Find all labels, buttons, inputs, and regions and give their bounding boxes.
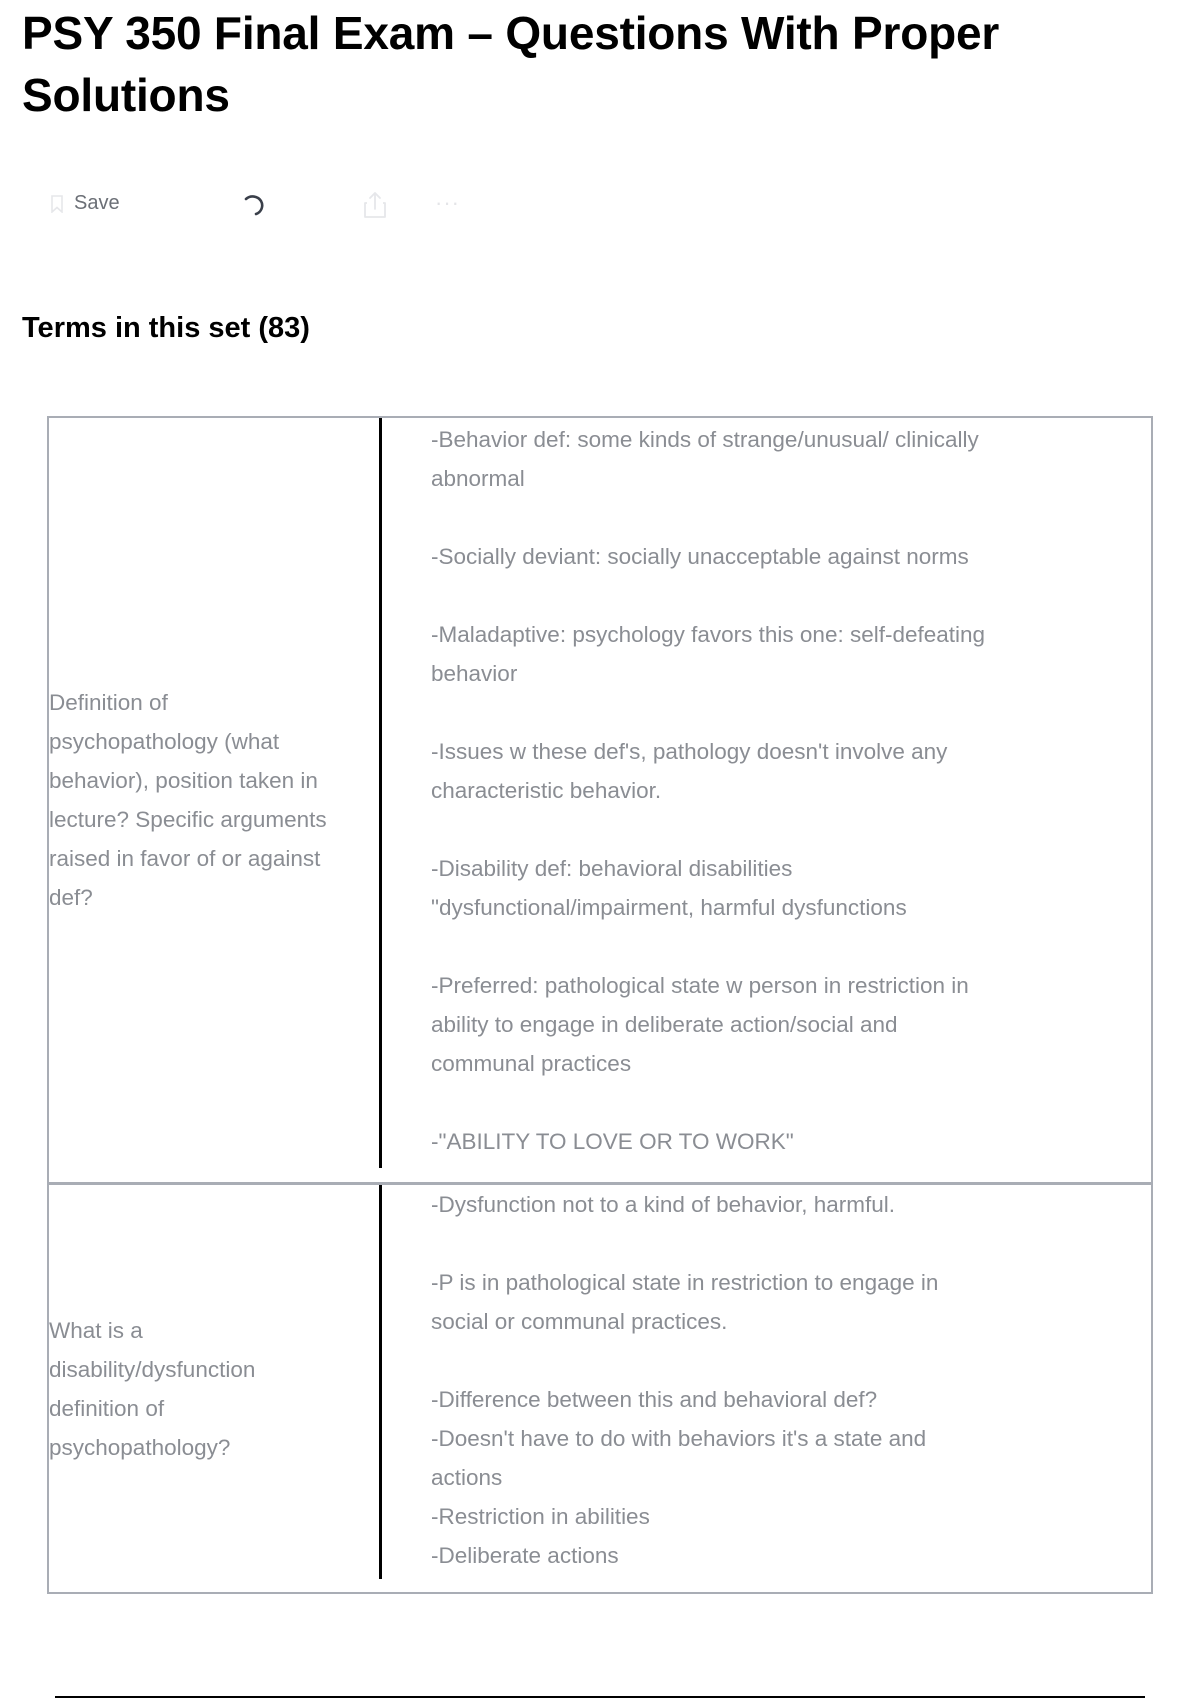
term-line: What is a: [49, 1317, 143, 1343]
definition-cell: [431, 418, 1131, 1161]
definition-line: communal practices: [431, 1051, 632, 1076]
definition-line: -Dysfunction not to a kind of behavior, harmful.: [431, 1192, 895, 1217]
terms-table: [47, 416, 1153, 1594]
definition-line: social or communal practices.: [431, 1309, 728, 1334]
term-text: [49, 1311, 369, 1467]
term-line: psychopathology (what: [49, 729, 280, 754]
definition-line: -Doesn't have to do with behaviors it's a state and: [431, 1426, 927, 1451]
definition-line: abnormal: [431, 466, 525, 491]
share-icon[interactable]: [362, 190, 388, 220]
definition-line: -Behavior def: some kinds of strange/unusual/ clinically: [431, 427, 979, 452]
term-line: disability/dysfunction: [49, 1356, 256, 1382]
term-line: def?: [49, 885, 93, 910]
terms-count-heading: Terms in this set (83): [22, 312, 310, 344]
definition-line: -Maladaptive: psychology favors this one: self-defeating: [431, 622, 986, 647]
definition-paragraph: [431, 1263, 1131, 1341]
definition-line: -Disability def: behavioral disabilities: [431, 856, 793, 881]
definition-paragraph: [431, 732, 1131, 810]
term-card: [49, 418, 1151, 1182]
definition-paragraph: [431, 966, 1131, 1083]
definition-paragraph: [431, 1122, 1131, 1161]
definition-line: -Socially deviant: socially unacceptable against norms: [431, 544, 969, 569]
bookmark-icon: [50, 195, 64, 213]
page-bottom-rule: [55, 1696, 1145, 1698]
term-line: Definition of: [49, 690, 168, 715]
definition-line: actions: [431, 1465, 503, 1490]
term-definition-divider: [379, 1185, 382, 1579]
definition-line: -Difference between this and behavioral def?: [431, 1387, 878, 1412]
definition-line: -Preferred: pathological state w person in restriction in: [431, 973, 969, 998]
definition-line: behavior: [431, 661, 518, 686]
definition-line: characteristic behavior.: [431, 778, 662, 803]
page-title: [22, 2, 1122, 126]
definition-paragraph: [431, 420, 1131, 498]
definition-line: -Deliberate actions: [431, 1543, 619, 1568]
spinner-icon: [240, 190, 268, 218]
definition-cell: [431, 1185, 1131, 1575]
more-icon[interactable]: ···: [435, 190, 460, 215]
page-title-line-1: PSY 350 Final Exam – Questions With Proper: [22, 7, 1000, 59]
definition-paragraph: [431, 1380, 1131, 1575]
definition-paragraph: [431, 615, 1131, 693]
page-title-line-2: Solutions: [22, 69, 230, 121]
definition-line: ability to engage in deliberate action/social and: [431, 1012, 898, 1037]
term-cell: [49, 1185, 379, 1592]
save-button[interactable]: [50, 192, 120, 215]
definition-line: -P is in pathological state in restriction to engage in: [431, 1270, 939, 1295]
term-text: [49, 683, 369, 917]
definition-paragraph: [431, 537, 1131, 576]
term-line: behavior), position taken in: [49, 768, 318, 793]
definition-paragraph: [431, 849, 1131, 927]
term-line: lecture? Specific arguments: [49, 807, 327, 832]
definition-paragraph: [431, 1185, 1131, 1224]
term-line: psychopathology?: [49, 1434, 231, 1460]
definition-line: -Issues w these def's, pathology doesn't involve any: [431, 739, 948, 764]
term-cell: [49, 418, 379, 1182]
definition-line: -Restriction in abilities: [431, 1504, 650, 1529]
save-label: Save: [74, 192, 120, 214]
definition-line: "dysfunctional/impairment, harmful dysfunctions: [431, 895, 907, 920]
term-card: [49, 1182, 1151, 1592]
term-line: definition of: [49, 1395, 165, 1421]
set-toolbar: [50, 186, 510, 226]
term-definition-divider: [379, 418, 382, 1168]
definition-line: -"ABILITY TO LOVE OR TO WORK": [431, 1129, 794, 1154]
term-line: raised in favor of or against: [49, 846, 321, 871]
